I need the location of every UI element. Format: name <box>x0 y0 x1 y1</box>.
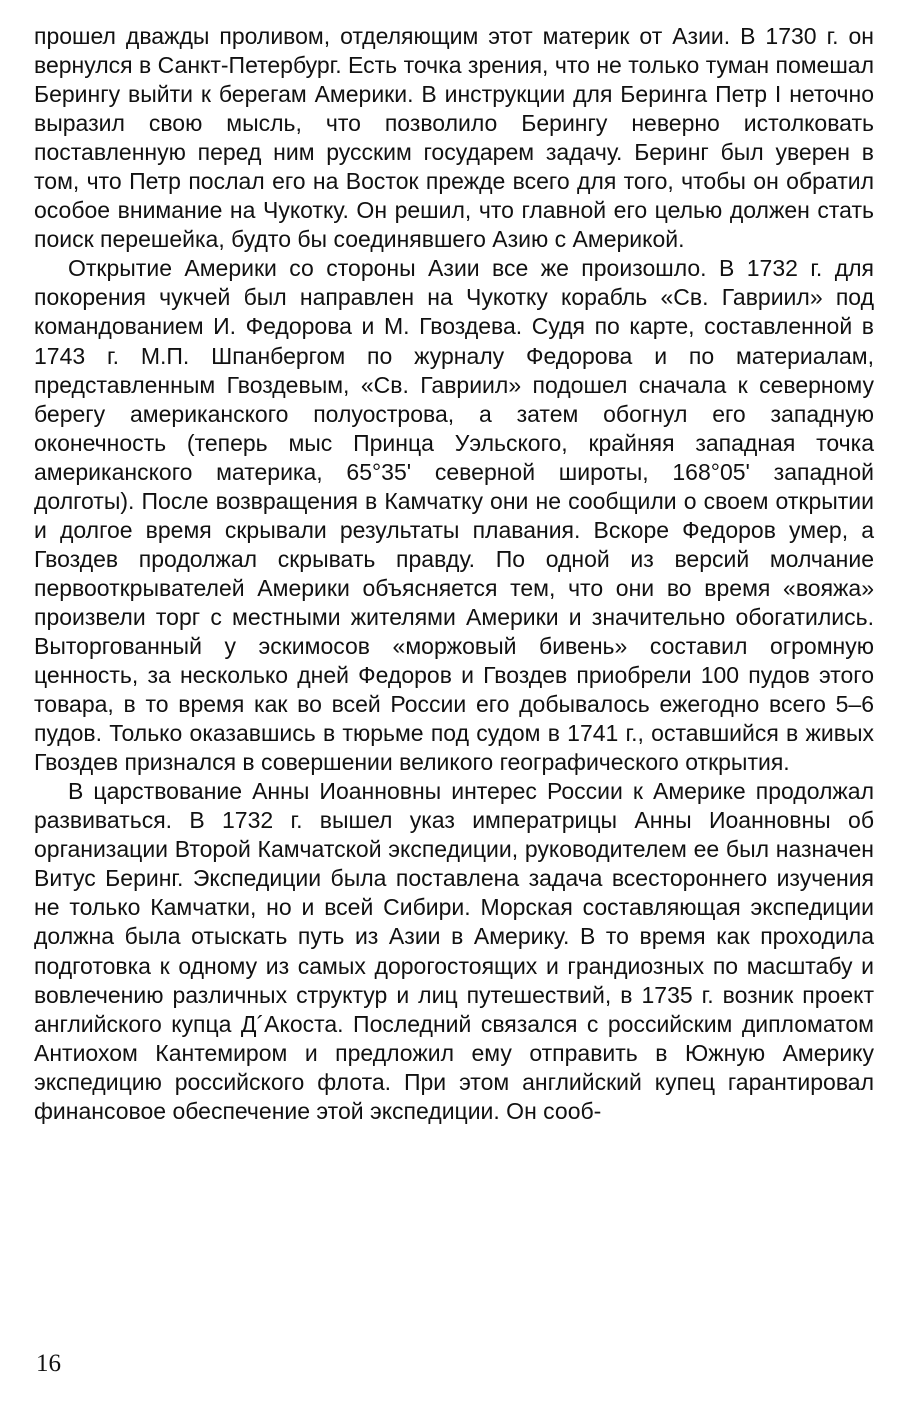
paragraph-1: прошел дважды проливом, отделяющим этот материк от Азии. В 1730 г. он вернулся в Санкт-Петербург. Есть точка зрения, что не только туман помешал Берингу выйти к берегам Америки. В инструкции для Беринга Петр I неточно выразил свою мысль, что позволило Берингу неверно истолковать поставленную перед ним русским государем задачу. Беринг был уверен в том, что Петр послал его на Восток прежде всего для того, чтобы он обратил особое внимание на Чукотку. Он решил, что главной его целью должен стать поиск перешейка, будто бы соединявшего Азию с Америкой. <box>34 23 874 253</box>
page-number: 16 <box>36 1350 61 1377</box>
page-text <box>34 22 874 1126</box>
paragraph-2: Открытие Америки со стороны Азии все же произошло. В 1732 г. для покорения чукчей был направлен на Чукотку корабль «Св. Гавриил» под командованием И. Федорова и М. Гвоздева. Судя по карте, составленной в 1743 г. М.П. Шпанбергом по журналу Федорова и по материалам, представленным Гвоздевым, «Св. Гавриил» подошел сначала к северному берегу американского полуострова, а затем обогнул его западную оконечность (теперь мыс Принца Уэльского, крайняя западная точка американского материка, 65°35' северной широты, 168°05' западной долготы). После возвращения в Камчатку они не сообщили о своем открытии и долгое время скрывали результаты плавания. Вскоре Федоров умер, а Гвоздев продолжал скрывать правду. По одной из версий молчание первооткрывателей Америки объясняется тем, что они во время «вояжа» произвели торг с местными жителями Америки и значительно обогатились. Выторгованный у эскимосов «моржовый бивень» составил огромную ценность, за несколько дней Федоров и Гвоздев приобрели 100 пудов этого товара, в то время как во всей России его добывалось ежегодно всего 5–6 пудов. Только оказавшись в тюрьме под судом в 1741 г., оставшийся в живых Гвоздев признался в совершении великого географического открытия. <box>34 255 874 776</box>
paragraph-3: В царствование Анны Иоанновны интерес России к Америке продолжал развиваться. В 1732 г. вышел указ императрицы Анны Иоанновны об организации Второй Камчатской экспедиции, руководителем ее был назначен Витус Беринг. Экспедиции была поставлена задача всестороннего изучения не только Камчатки, но и всей Сибири. Морская составляющая экспедиции должна была отыскать путь из Азии в Америку. В то время как проходила подготовка к одному из самых дорогостоящих и грандиозных по масштабу и вовлечению различных структур и лиц путешествий, в 1735 г. возник проект английского купца Д´Акоста. Последний связался с российским дипломатом Антиохом Кантемиром и предложил ему отправить в Южную Америку экспедицию российского флота. При этом английский купец гарантировал финансовое обеспечение этой экспедиции. Он сооб- <box>34 778 874 1124</box>
